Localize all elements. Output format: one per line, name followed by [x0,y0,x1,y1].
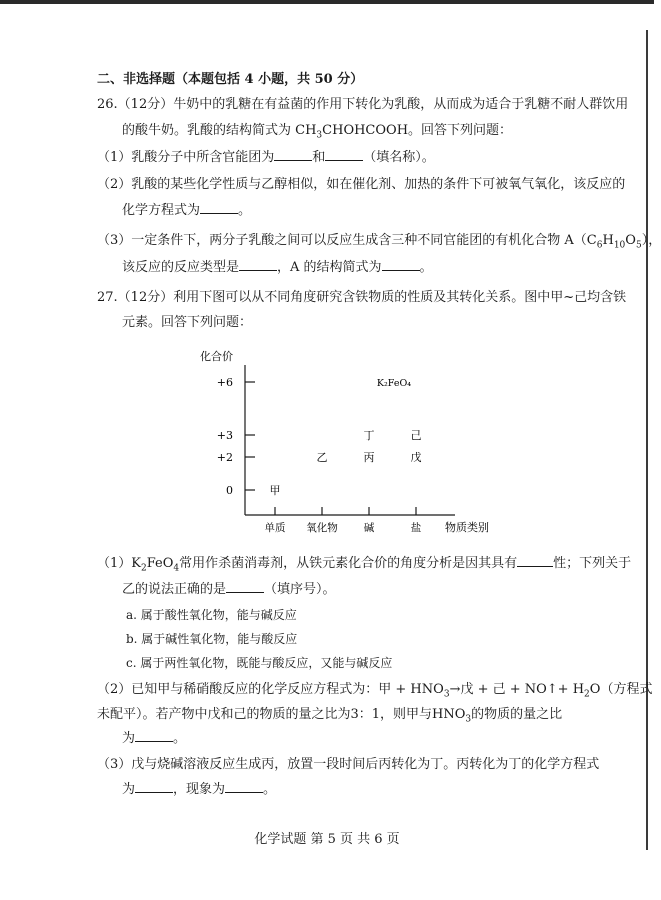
q26-stem-line2: 的酸牛奶。乳酸的结构简式为 $CH_3CHOHCOOH$。回答下列问题： [122,123,513,141]
y-tick-label: +2 [216,451,233,464]
chart-svg [190,345,520,540]
q26-part1: （1）乳酸分子中所含官能团为 和 （填名称）。 [97,150,435,165]
point-label: 丙 [363,451,375,464]
y-axis-label: 化合价 [200,350,233,363]
point-label: 己 [410,429,422,442]
option-c: c. 属于两性氧化物，既能与酸反应，又能与碱反应 [126,656,393,670]
q26-part2-line1: （2）乳酸的某些化学性质与乙醇相似，如在催化剂、加热的条件下可被氧气氧化，该反应的 [97,177,626,192]
answer-blank[interactable] [226,592,264,593]
q27-stem-line1: 27.（12分）利用下图可以从不同角度研究含铁物质的性质及其转化关系。图中甲~己均含铁 [97,290,627,305]
q27-part1-line1: $(1)K_2FeO_4$常用作杀菌消毒剂，从铁元素化合价的角度分析是因其具有 性；下列关于 [97,556,632,574]
y-tick-label: 0 [226,484,233,497]
answer-blank[interactable] [517,566,553,567]
answer-blank[interactable] [382,270,420,271]
q27-stem-line2: 元素。回答下列问题： [122,315,253,330]
q26-part3-line1: （3）一定条件下，两分子乳酸之间可以反应生成含三种不同官能团的有机化合物 $A(C_6H_{10}O_5)$， [97,233,661,251]
answer-blank[interactable] [135,741,173,742]
y-tick-label: +3 [216,429,233,442]
top-border [0,0,654,4]
point-label: 乙 [316,451,328,464]
answer-blank[interactable] [325,160,363,161]
x-axis-label: 物质类别 [445,521,489,534]
x-tick-label: 单质 [264,522,286,534]
answer-blank[interactable] [274,160,312,161]
x-tick-label: 碱 [363,522,375,534]
answer-blank[interactable] [200,213,238,214]
point-label: 戊 [410,451,422,464]
q26-part3-line2: 该反应的反应类型是 ，A 的结构简式为 。 [122,260,433,275]
q27-part1-line2: 乙的说法正确的是 （填序号）。 [122,582,336,597]
y-tick-label: +6 [216,376,233,389]
point-label: K₂FeO₄ [376,378,412,389]
option-b: b. 属于碱性氧化物，能与酸反应 [126,632,298,646]
page-footer: 化学试题 第 5 页 共 6 页 [254,832,400,847]
answer-blank[interactable] [239,270,277,271]
q26-stem-line1: 26.（12分）牛奶中的乳糖在有益菌的作用下转化为乳酸，从而成为适合于乳糖不耐人群饮用 [97,97,629,112]
q27-part3-line1: （3）戊与烧碱溶液反应生成丙，放置一段时间后丙转化为丁。丙转化为丁的化学方程式 [97,757,600,772]
answer-blank[interactable] [225,792,263,793]
x-tick-label: 盐 [410,522,422,534]
q27-part2-line1: （2）已知甲与稀硝酸反应的化学反应方程式为：甲 + $HNO_3\to$戊 + 己 + NO↑+ $H_2O$（方程式 [97,682,653,700]
q27-part2-line3: 为 。 [122,731,187,746]
answer-blank[interactable] [135,792,173,793]
q27-part2-line2: 未配平）。若产物中戊和己的物质的量之比为3：1，则甲与$HNO_3$的物质的量之比 [97,707,563,725]
point-label: 甲 [269,484,281,497]
valence-category-chart [190,345,520,540]
section-header: 二、非选择题（本题包括 4 小题，共 50 分） [97,72,364,87]
right-border [646,30,648,850]
option-a: a. 属于酸性氧化物，能与碱反应 [126,608,297,622]
x-tick-label: 氧化物 [306,522,338,534]
q27-part3-line2: 为 ，现象为 。 [122,782,277,797]
q26-part2-line2: 化学方程式为 。 [122,203,252,218]
point-label: 丁 [363,429,375,442]
